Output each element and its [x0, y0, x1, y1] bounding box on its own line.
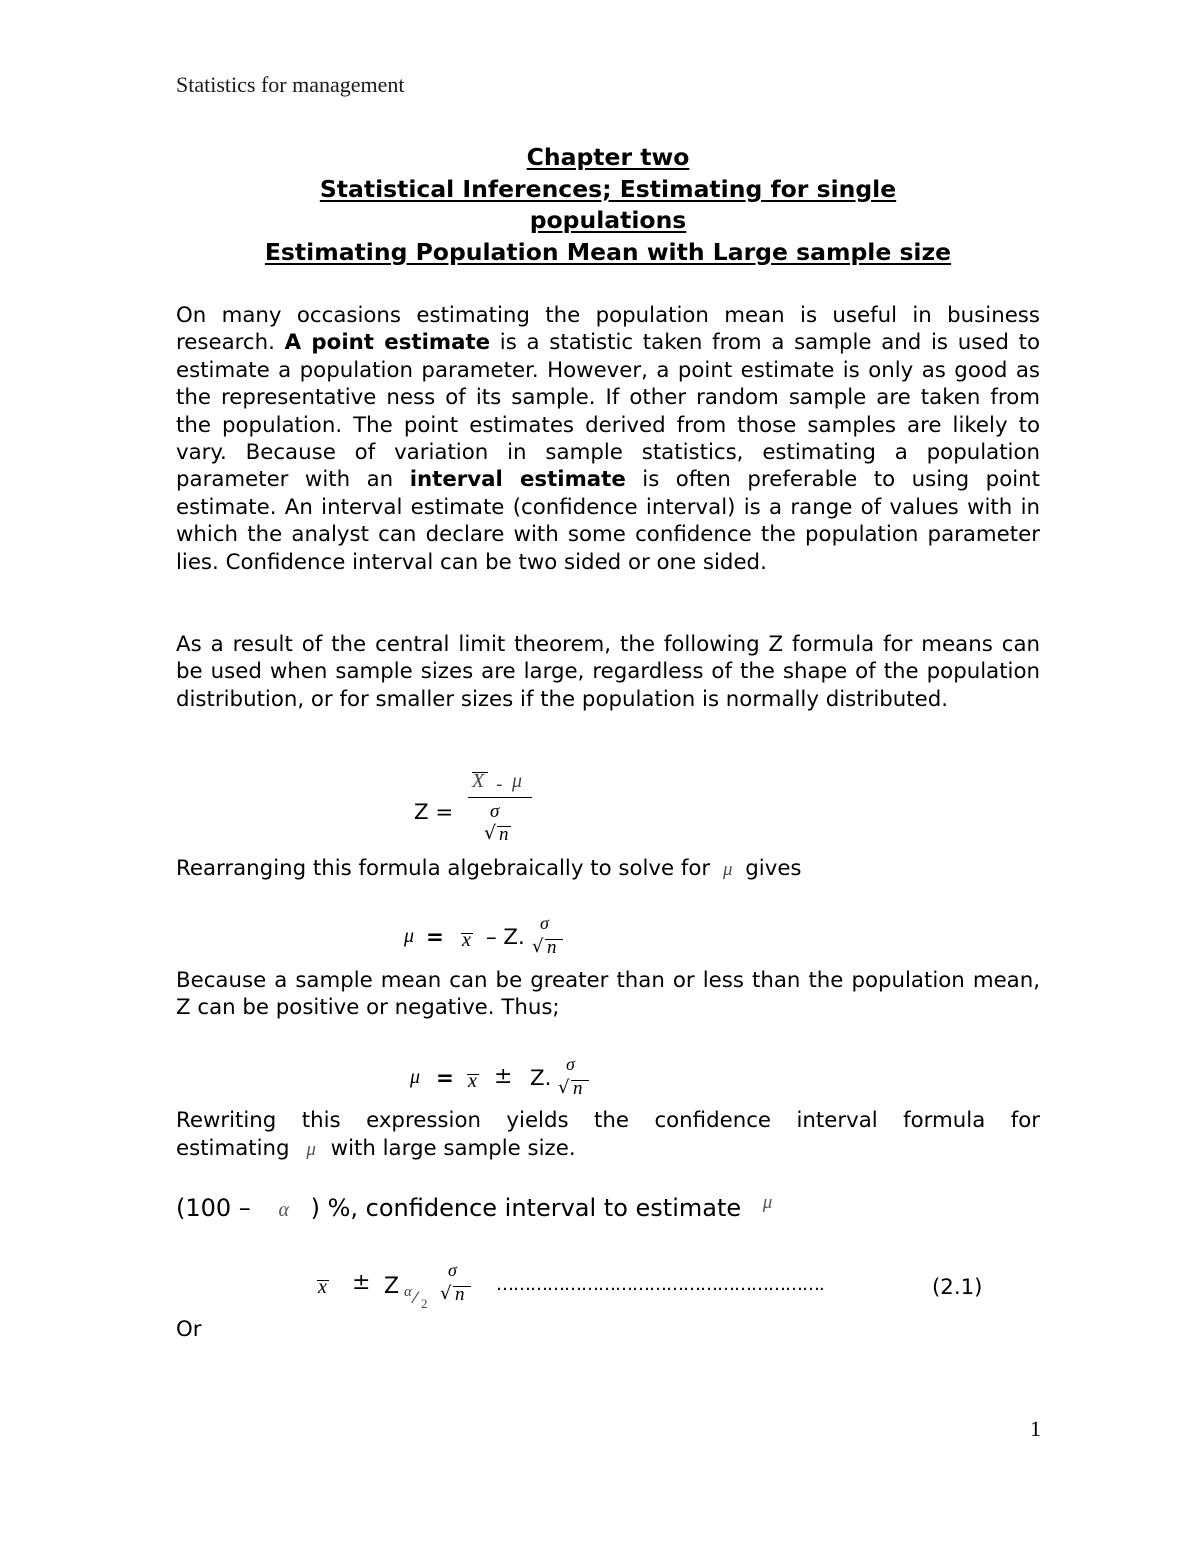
mu1-op: – Z. [486, 925, 525, 950]
rewriting-mu: μ [306, 1139, 316, 1160]
ci-sub-slash: ⁄ [414, 1288, 417, 1307]
mu2-x: x [468, 1070, 477, 1092]
intro-text-2: is a statistic taken from a sample and is used to estimate a population parameter. However, a point estimate is only as good as the representative ness of its sample. If other random sample are taken from the population. The point estimates derived from those samples are likely to vary. Because of variation in sample statistics, estimating a population parameter with an [176, 330, 1040, 493]
z-num-minus: - [496, 774, 503, 795]
page-number: 1 [1030, 1416, 1041, 1441]
ci-pm: ± [352, 1270, 371, 1295]
mu2-pm: ± [494, 1064, 513, 1089]
mu2-op: Z. [530, 1066, 552, 1091]
z-num-mu: μ [512, 770, 523, 792]
rewriting-rest: with large sample size. [330, 1136, 576, 1161]
ci-sub-alpha: α [404, 1284, 412, 1300]
rearranging-line [176, 855, 802, 883]
title-block [176, 142, 1040, 268]
rewriting-line1: Rewriting this expression yields the confidence interval formula for [176, 1108, 1040, 1133]
ci-heading-open: (100 – [176, 1194, 251, 1222]
rewriting-estimating: estimating [176, 1136, 290, 1161]
ci-sub-two: 2 [421, 1296, 428, 1311]
intro-text-1: On many occasions estimating the population mean is useful in business research. [176, 303, 1040, 356]
mu2-n: n [573, 1078, 583, 1099]
chapter-title: Chapter two [526, 143, 690, 171]
ci-sqrt: √ [440, 1283, 452, 1304]
z-fraction-bar [468, 797, 532, 798]
ci-x: x [318, 1276, 327, 1298]
clt-paragraph: As a result of the central limit theorem, the following Z formula for means can be used when sample sizes are large, regardless of the shape of the population distribution, or for smaller sizes if the population is normally distributed. [176, 632, 1040, 712]
equation-number: (2.1) [932, 1275, 983, 1300]
ci-heading-mu: μ [762, 1192, 773, 1213]
ci-n: n [455, 1284, 465, 1305]
intro-paragraph [176, 302, 1040, 576]
mu2-sigma: σ [566, 1054, 575, 1074]
mu2-eq: = [436, 1066, 454, 1091]
term-point-estimate: A point estimate [284, 330, 491, 356]
z-num-x: X [472, 770, 485, 792]
ci-heading-text: ) %, confidence interval to estimate [310, 1194, 742, 1222]
mu1-x: x [462, 929, 471, 951]
mu1-mu: μ [404, 925, 415, 947]
ci-leader-dots: …………………………………………………. [496, 1274, 824, 1295]
term-interval-estimate: interval estimate [409, 467, 626, 493]
mu1-n: n [547, 937, 557, 958]
ci-sigma: σ [448, 1260, 457, 1280]
z-den-sigma: σ [490, 801, 500, 822]
sign-paragraph: Because a sample mean can be greater than or less than the population mean, Z can be positive or negative. Thus; [176, 968, 1040, 1021]
mu1-sqrt: √ [532, 936, 544, 957]
rearranging-mu: μ [722, 859, 733, 880]
section-title: Estimating Population Mean with Large sample size [264, 237, 952, 266]
chapter-subtitle-line1: Statistical Inferences; Estimating for single [319, 174, 897, 203]
rearranging-text: Rearranging this formula algebraically to solve for [176, 856, 711, 881]
ci-heading-alpha: α [278, 1199, 289, 1221]
rearranging-gives: gives [745, 856, 802, 881]
intro-text-3: is often preferable to using point estimate. An interval estimate (confidence interval) is a range of values with in which the analyst can declare with some confidence the population parameter lies. Confidence interval can be two sided or one sided. [176, 467, 1040, 575]
mu2-sqrt: √ [558, 1077, 570, 1098]
z-den-sqrt: √ [484, 822, 497, 844]
z-den-n: n [499, 824, 509, 845]
mu2-mu: μ [410, 1066, 421, 1088]
mu1-sigma: σ [540, 913, 549, 933]
chapter-subtitle-line2: populations [529, 206, 687, 234]
z-formula-lhs: Z = [414, 800, 454, 825]
mu1-eq: = [426, 925, 444, 950]
rewriting-line2 [176, 1135, 576, 1163]
or-text: Or [176, 1317, 202, 1342]
ci-z: Z [384, 1274, 400, 1299]
running-header: Statistics for management [176, 72, 405, 97]
ci-heading [176, 1194, 772, 1222]
